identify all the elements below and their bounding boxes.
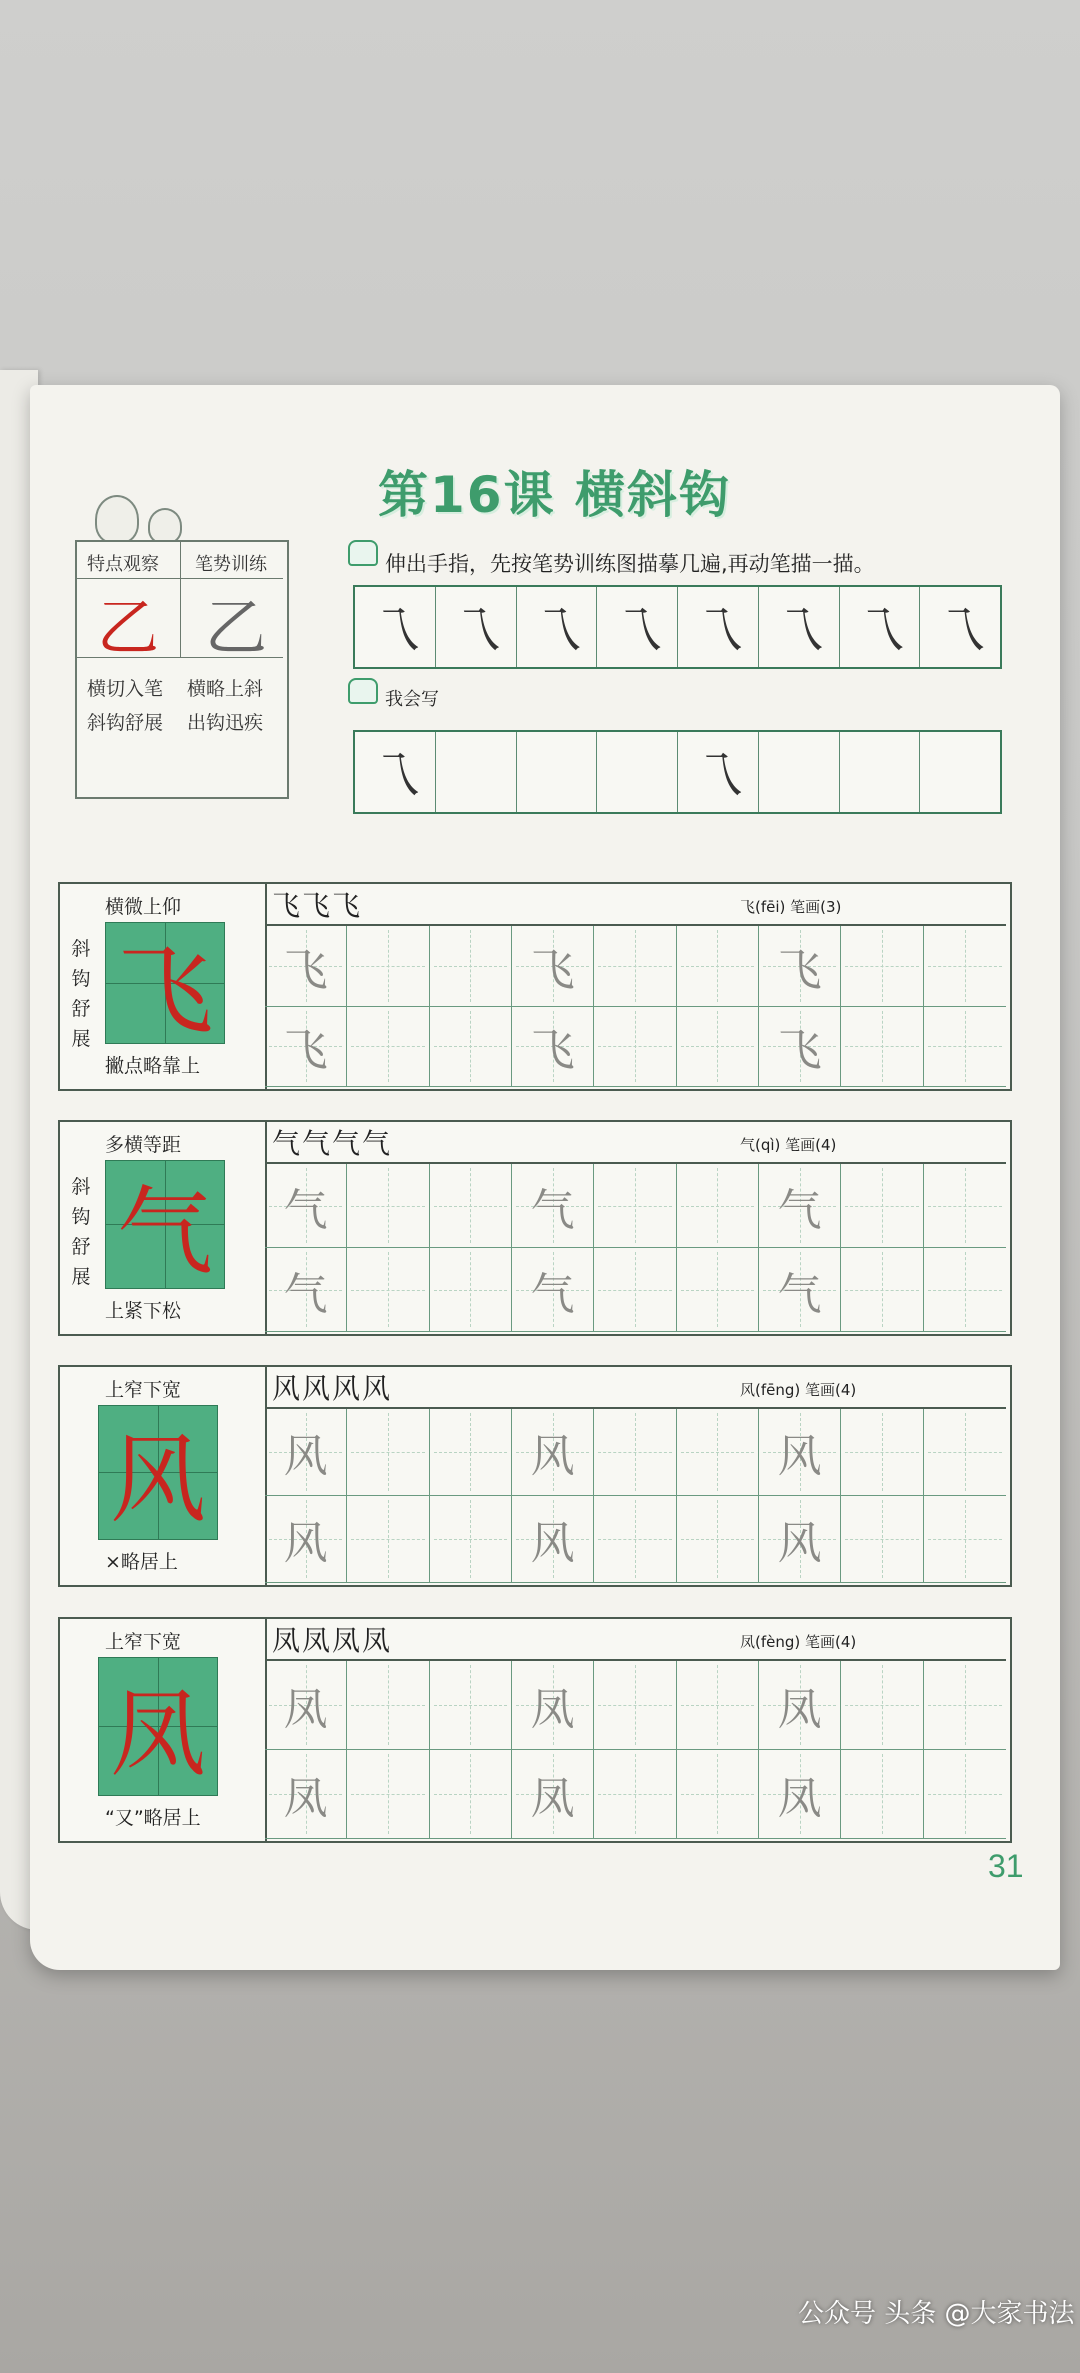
practice-cell[interactable] bbox=[677, 1007, 759, 1088]
write-cell[interactable] bbox=[840, 732, 921, 812]
practice-cell[interactable] bbox=[512, 1164, 594, 1248]
practice-cell[interactable] bbox=[265, 1248, 347, 1332]
trace-char: 风 bbox=[777, 1431, 822, 1482]
practice-cell[interactable] bbox=[594, 1007, 676, 1088]
section-bottom-tip: ×略居上 bbox=[105, 1551, 178, 1573]
section-guide-panel bbox=[60, 1367, 267, 1585]
practice-cell[interactable] bbox=[430, 926, 512, 1007]
trace-cell[interactable]: 乁 bbox=[840, 587, 921, 667]
write-cell[interactable] bbox=[597, 732, 678, 812]
bird-doodle-icon bbox=[95, 495, 139, 544]
practice-cell[interactable] bbox=[677, 1496, 759, 1583]
trace-char: 气 bbox=[283, 1268, 328, 1320]
practice-cell[interactable] bbox=[677, 1750, 759, 1839]
practice-cell[interactable] bbox=[924, 1409, 1006, 1496]
practice-section bbox=[58, 1617, 1012, 1843]
section-side-tip-char: 钩 bbox=[71, 968, 91, 990]
trace-char: 凤 bbox=[777, 1773, 822, 1824]
practice-cell[interactable] bbox=[841, 926, 923, 1007]
practice-grid bbox=[265, 1659, 1006, 1839]
practice-cell[interactable] bbox=[512, 1007, 594, 1088]
practice-cell[interactable] bbox=[347, 1248, 429, 1332]
section-side-tip-char: 展 bbox=[71, 1028, 91, 1050]
observe-tip-left bbox=[87, 672, 163, 740]
practice-cell[interactable] bbox=[347, 1007, 429, 1088]
practice-cell[interactable] bbox=[430, 1661, 512, 1750]
observation-box bbox=[75, 540, 289, 799]
practice-cell[interactable] bbox=[265, 1007, 347, 1088]
practice-cell[interactable] bbox=[841, 1661, 923, 1750]
practice-cell[interactable] bbox=[265, 1164, 347, 1248]
practice-cell[interactable] bbox=[594, 926, 676, 1007]
trace-char: 飞 bbox=[777, 1025, 822, 1077]
write-cell[interactable] bbox=[759, 732, 840, 812]
trace-char: 气 bbox=[777, 1184, 822, 1236]
practice-cell[interactable] bbox=[430, 1750, 512, 1839]
trace-char: 飞 bbox=[283, 1025, 328, 1077]
practice-cell[interactable] bbox=[430, 1007, 512, 1088]
practice-cell[interactable] bbox=[512, 926, 594, 1007]
practice-cell[interactable] bbox=[759, 1007, 841, 1088]
practice-cell[interactable] bbox=[677, 1164, 759, 1248]
practice-cell[interactable] bbox=[265, 1409, 347, 1496]
practice-cell[interactable] bbox=[347, 926, 429, 1007]
practice-section bbox=[58, 882, 1012, 1091]
practice-cell[interactable] bbox=[841, 1750, 923, 1839]
stroke-training-char: 乙 bbox=[205, 591, 268, 664]
observe-tip-line: 横切入笔 bbox=[87, 678, 164, 700]
practice-cell[interactable] bbox=[347, 1661, 429, 1750]
section-bottom-tip: 撇点略靠上 bbox=[105, 1055, 201, 1077]
practice-cell[interactable] bbox=[512, 1661, 594, 1750]
stroke-order-sequence: 风风风风 bbox=[272, 1372, 393, 1405]
section-side-tip-char: 舒 bbox=[71, 1236, 91, 1258]
section-guide-panel bbox=[60, 1122, 267, 1334]
section-guide-panel bbox=[60, 884, 267, 1089]
practice-cell[interactable] bbox=[924, 1007, 1006, 1088]
write-instruction: 我会写 bbox=[385, 689, 439, 710]
trace-cell[interactable]: 乁 bbox=[935, 602, 986, 660]
practice-cell[interactable] bbox=[677, 1248, 759, 1332]
practice-cell[interactable] bbox=[512, 1750, 594, 1839]
practice-cell[interactable] bbox=[347, 1496, 429, 1583]
observe-sample-char: 乙 bbox=[97, 591, 160, 664]
practice-cell[interactable] bbox=[430, 1496, 512, 1583]
practice-cell[interactable] bbox=[594, 1164, 676, 1248]
section-side-tip-char: 斜 bbox=[71, 938, 91, 960]
lesson-title: 第16课 横斜钩 bbox=[378, 466, 731, 524]
practice-cell[interactable] bbox=[677, 1409, 759, 1496]
practice-cell[interactable] bbox=[759, 1496, 841, 1583]
model-char-box: 气 bbox=[105, 1160, 225, 1289]
trace-char: 凤 bbox=[530, 1773, 575, 1824]
trace-cell[interactable]: 乁 bbox=[517, 587, 598, 667]
section-side-tip bbox=[70, 934, 92, 1054]
section-side-tip bbox=[70, 1172, 92, 1292]
practice-cell[interactable] bbox=[594, 1496, 676, 1583]
section-bottom-tip: 上紧下松 bbox=[105, 1300, 182, 1322]
stroke-order-sequence: 飞飞飞 bbox=[272, 889, 363, 922]
practice-section bbox=[58, 1120, 1012, 1336]
write-cell[interactable] bbox=[920, 732, 1000, 812]
practice-cell[interactable] bbox=[759, 1750, 841, 1839]
practice-cell[interactable] bbox=[759, 1164, 841, 1248]
practice-cell[interactable] bbox=[759, 1409, 841, 1496]
practice-cell[interactable] bbox=[841, 1007, 923, 1088]
model-char-box: 凤 bbox=[98, 1657, 218, 1796]
practice-cell[interactable] bbox=[594, 1750, 676, 1839]
trace-char: 凤 bbox=[777, 1684, 822, 1735]
trace-cell[interactable]: 乁 bbox=[355, 587, 436, 667]
practice-grid bbox=[265, 924, 1006, 1087]
section-side-tip-char: 钩 bbox=[71, 1206, 91, 1228]
trace-cell[interactable]: 乁 bbox=[436, 587, 517, 667]
section-top-tip: 横微上仰 bbox=[105, 896, 182, 918]
trace-char: 凤 bbox=[530, 1684, 575, 1735]
practice-cell[interactable] bbox=[924, 1164, 1006, 1248]
trace-strip bbox=[353, 585, 1002, 669]
watermark-text: 公众号 头条 @大家书法 bbox=[798, 2299, 1075, 2329]
practice-cell[interactable] bbox=[265, 1750, 347, 1839]
trace-char: 风 bbox=[530, 1431, 575, 1482]
char-pinyin-strokes: 风(fēng) 笔画(4) bbox=[740, 1381, 857, 1399]
practice-cell[interactable] bbox=[512, 1409, 594, 1496]
char-pinyin-strokes: 气(qì) 笔画(4) bbox=[740, 1136, 837, 1154]
practice-cell[interactable] bbox=[430, 1409, 512, 1496]
trace-cell[interactable]: 乁 bbox=[759, 587, 840, 667]
practice-cell[interactable] bbox=[677, 926, 759, 1007]
write-cell[interactable] bbox=[436, 732, 517, 812]
practice-cell[interactable] bbox=[924, 1750, 1006, 1839]
practice-cell[interactable] bbox=[759, 926, 841, 1007]
section-side-tip-char: 舒 bbox=[71, 998, 91, 1020]
trace-char: 气 bbox=[777, 1268, 822, 1320]
practice-cell[interactable] bbox=[759, 1661, 841, 1750]
trace-char: 飞 bbox=[530, 944, 575, 996]
practice-cell[interactable] bbox=[841, 1496, 923, 1583]
observe-tip-line: 出钩迅疾 bbox=[187, 712, 264, 734]
char-pinyin-strokes: 凤(fèng) 笔画(4) bbox=[740, 1633, 857, 1651]
observe-tip-line: 横略上斜 bbox=[187, 678, 264, 700]
practice-section bbox=[58, 1365, 1012, 1587]
practice-cell[interactable] bbox=[924, 1248, 1006, 1332]
practice-cell[interactable] bbox=[265, 1661, 347, 1750]
practice-cell[interactable] bbox=[347, 1750, 429, 1839]
practice-cell[interactable] bbox=[512, 1248, 594, 1332]
trace-char: 风 bbox=[283, 1518, 328, 1569]
trace-char: 风 bbox=[530, 1518, 575, 1569]
trace-char: 凤 bbox=[283, 1773, 328, 1824]
practice-cell[interactable] bbox=[841, 1409, 923, 1496]
practice-cell[interactable] bbox=[594, 1409, 676, 1496]
section-top-tip: 上窄下宽 bbox=[105, 1379, 182, 1401]
observe-head-right: 笔势训练 bbox=[195, 554, 267, 575]
practice-cell[interactable] bbox=[347, 1164, 429, 1248]
trace-char: 凤 bbox=[283, 1684, 328, 1735]
write-cell[interactable]: 乁 bbox=[355, 732, 436, 812]
trace-char: 飞 bbox=[283, 944, 328, 996]
page-number: 31 bbox=[988, 1848, 1024, 1884]
trace-cell[interactable]: 乁 bbox=[678, 587, 759, 667]
write-cell[interactable]: 乁 bbox=[678, 732, 759, 812]
section-bottom-tip: “又”略居上 bbox=[105, 1807, 201, 1829]
section-guide-panel bbox=[60, 1619, 267, 1841]
practice-cell[interactable] bbox=[347, 1409, 429, 1496]
practice-cell[interactable] bbox=[924, 1496, 1006, 1583]
practice-cell[interactable] bbox=[841, 1248, 923, 1332]
char-pinyin-strokes: 飞(fēi) 笔画(3) bbox=[740, 898, 842, 916]
section-top-tip: 多横等距 bbox=[105, 1134, 182, 1156]
trace-char: 气 bbox=[530, 1268, 575, 1320]
observe-head-left: 特点观察 bbox=[87, 554, 159, 575]
model-char-box: 飞 bbox=[105, 922, 225, 1044]
practice-cell[interactable] bbox=[677, 1661, 759, 1750]
practice-cell[interactable] bbox=[594, 1248, 676, 1332]
practice-grid bbox=[265, 1162, 1006, 1332]
practice-cell[interactable] bbox=[924, 1661, 1006, 1750]
section-side-tip-char: 斜 bbox=[71, 1176, 91, 1198]
trace-instruction: 伸出手指，先按笔势训练图描摹几遍,再动笔描一描。 bbox=[385, 552, 875, 576]
trace-char: 气 bbox=[530, 1184, 575, 1236]
practice-cell[interactable] bbox=[594, 1661, 676, 1750]
observe-divider bbox=[180, 542, 181, 657]
practice-cell[interactable] bbox=[265, 926, 347, 1007]
observe-divider bbox=[77, 657, 283, 658]
section-top-tip: 上窄下宽 bbox=[105, 1631, 182, 1653]
practice-cell[interactable] bbox=[265, 1496, 347, 1583]
practice-grid bbox=[265, 1407, 1006, 1583]
trace-char: 飞 bbox=[777, 944, 822, 996]
section-side-tip-char: 展 bbox=[71, 1266, 91, 1288]
trace-char: 气 bbox=[283, 1184, 328, 1236]
hand-icon bbox=[348, 678, 378, 704]
observe-tip-right bbox=[187, 672, 263, 740]
trace-char: 飞 bbox=[530, 1025, 575, 1077]
practice-cell[interactable] bbox=[430, 1248, 512, 1332]
practice-cell[interactable] bbox=[430, 1164, 512, 1248]
practice-cell[interactable] bbox=[759, 1248, 841, 1332]
trace-cell[interactable]: 乁 bbox=[597, 587, 678, 667]
bird-doodle-icon bbox=[148, 508, 182, 544]
hand-icon bbox=[348, 540, 378, 566]
stroke-order-sequence: 凤凤凤凤 bbox=[272, 1624, 393, 1657]
trace-char: 风 bbox=[283, 1431, 328, 1482]
stroke-order-sequence: 气气气气 bbox=[272, 1127, 393, 1160]
write-strip bbox=[353, 730, 1002, 814]
trace-char: 风 bbox=[777, 1518, 822, 1569]
observe-tip-line: 斜钩舒展 bbox=[87, 712, 164, 734]
practice-cell[interactable] bbox=[841, 1164, 923, 1248]
practice-cell[interactable] bbox=[924, 926, 1006, 1007]
write-cell[interactable] bbox=[517, 732, 598, 812]
practice-cell[interactable] bbox=[512, 1496, 594, 1583]
model-char-box: 风 bbox=[98, 1405, 218, 1540]
